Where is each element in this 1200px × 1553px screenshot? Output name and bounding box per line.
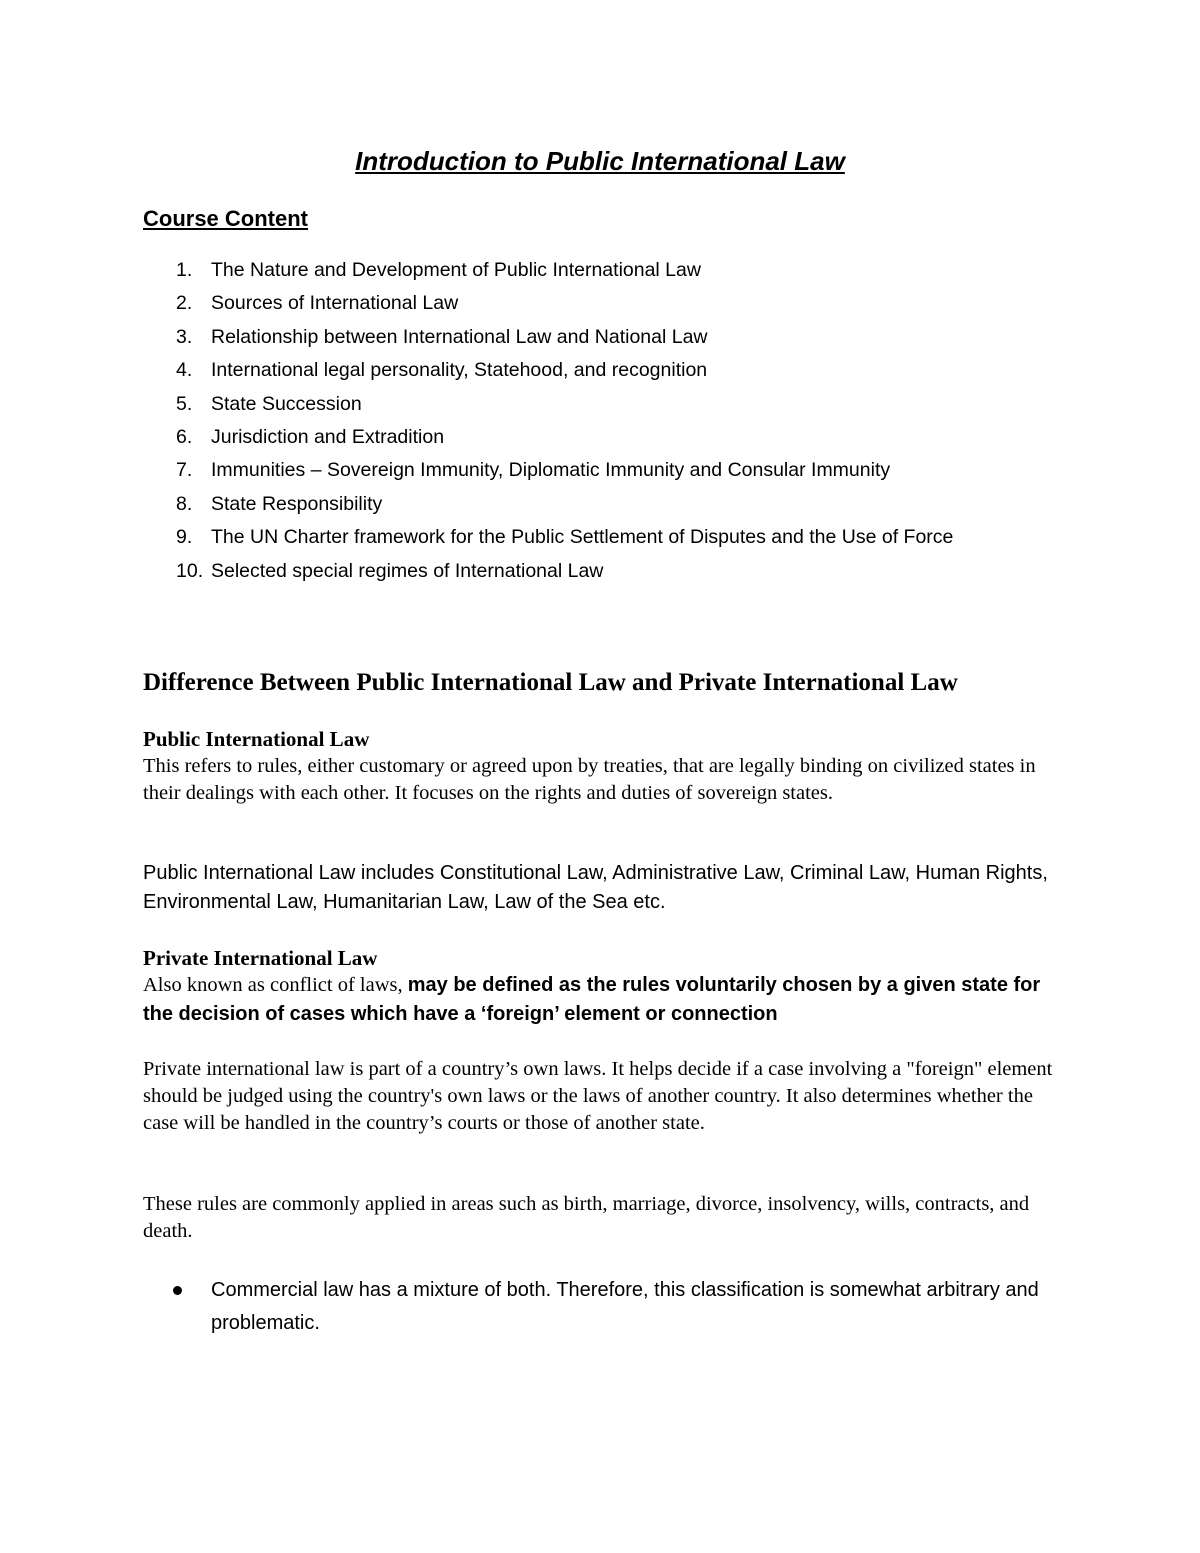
private-law-definition-plain: Also known as conflict of laws, [143, 974, 408, 996]
list-item-number: 9. [176, 526, 193, 549]
list-item-text: Jurisdiction and Extradition [211, 425, 445, 448]
course-content-heading: Course Content [143, 206, 308, 231]
list-item-text: The Nature and Development of Public International Law [211, 259, 701, 281]
list-item [143, 355, 953, 388]
list-item-number: 3. [176, 325, 193, 348]
bullet-note-text: Commercial law has a mixture of both. Therefore, this classification is somewhat arbitrary and problematic. [211, 1279, 1039, 1334]
list-item-text: Selected special regimes of International Law [211, 559, 604, 582]
list-item-number: 5. [176, 392, 193, 415]
private-law-applications: These rules are commonly applied in areas such as birth, marriage, divorce, insolvency, wills, contracts, and death. [143, 1193, 1030, 1242]
private-law-definition [143, 971, 1063, 1029]
list-item-text: State Responsibility [211, 492, 383, 515]
public-law-heading: Public International Law [143, 727, 370, 751]
list-item [143, 322, 953, 355]
private-law-definition-bold: may be defined as the rules voluntarily chosen by a given state for the decision of cases which have a ‘foreign’ element or connection [143, 974, 1041, 1025]
list-item-text: Sources of International Law [211, 292, 459, 315]
public-law-definition: This refers to rules, either customary or agreed upon by treaties, that are legally binding on civilized states in their dealings with each other. It focuses on the rights and duties of sovereign states. [143, 755, 1036, 804]
document-title: Introduction to Public International Law [355, 146, 845, 176]
list-item-text: State Succession [211, 392, 362, 415]
bullet-icon [143, 1274, 211, 1340]
list-item [143, 288, 953, 321]
list-item-text: The UN Charter framework for the Public Settlement of Disputes and the Use of Force [211, 526, 954, 549]
list-item [143, 455, 953, 488]
list-item-number: 7. [176, 459, 193, 482]
list-item-number: 6. [176, 425, 193, 448]
list-item [143, 556, 953, 589]
list-item [143, 422, 953, 455]
list-item-number: 4. [176, 359, 193, 382]
list-item [143, 255, 953, 288]
public-law-includes: Public International Law includes Constitutional Law, Administrative Law, Criminal Law, Human Rights, Environmental Law, Humanitarian Law, Law of the Sea etc. [143, 862, 1048, 913]
private-law-explanation: Private international law is part of a country’s own laws. It helps decide if a case involving a "foreign" element should be judged using the country's own laws or the laws of another country. It also determines whether the case will be handled in the country’s courts or those of another state. [143, 1058, 1053, 1134]
list-item-number: 10. [176, 559, 204, 582]
difference-heading: Difference Between Public International Law and Private International Law [143, 669, 958, 696]
list-item-number: 2. [176, 292, 193, 315]
list-item-text: Relationship between International Law and National Law [211, 325, 708, 348]
course-content-list [143, 255, 953, 589]
bullet-note [143, 1274, 1063, 1340]
list-item [143, 489, 953, 522]
list-item-number: 1. [176, 259, 193, 281]
list-item [143, 389, 953, 422]
list-item-text: International legal personality, Statehood, and recognition [211, 359, 708, 382]
list-item [143, 522, 953, 555]
private-law-heading: Private International Law [143, 946, 378, 970]
list-item-text: Immunities – Sovereign Immunity, Diplomatic Immunity and Consular Immunity [211, 459, 891, 482]
list-item-number: 8. [176, 492, 193, 515]
